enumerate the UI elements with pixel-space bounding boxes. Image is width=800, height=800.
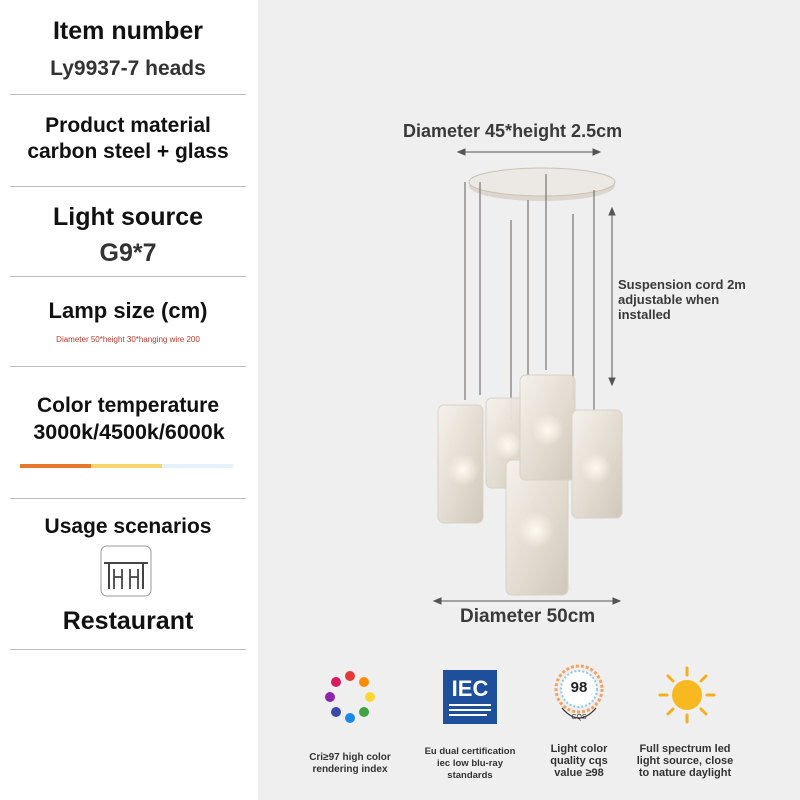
item-number-value: Ly9937-7 heads	[50, 57, 206, 80]
light-source-label: Light source	[52, 203, 203, 231]
lamp-size-label: Lamp size (cm)	[48, 298, 208, 323]
feature-caption	[630, 743, 740, 779]
cord-note	[618, 277, 746, 322]
divider	[10, 498, 246, 499]
lamp-size-value: Diameter 50*height 30*hanging wire 200	[56, 335, 200, 344]
iec-logo-icon	[443, 670, 497, 724]
color-temp-swatch-neutral	[91, 464, 162, 468]
feature-caption-line: value ≥98	[554, 767, 604, 779]
divider	[10, 94, 246, 95]
feature-caption	[295, 752, 405, 776]
material-label: Product material	[45, 114, 211, 137]
divider	[10, 366, 246, 367]
cord-note-line: adjustable when	[618, 292, 720, 307]
feature-caption-line: rendering index	[312, 764, 388, 775]
lamp-dimension-label: Diameter 50cm	[460, 606, 596, 627]
canopy-dimension-label: Diameter 45*height 2.5cm	[403, 121, 623, 141]
usage-label: Usage scenarios	[44, 515, 212, 538]
feature-caption-line: iec low blu-ray	[437, 758, 503, 769]
usage-value: Restaurant	[62, 607, 194, 635]
iec-logo-text: IEC	[451, 676, 489, 701]
color-temp-label: Color temperature	[36, 394, 220, 417]
feature-caption-line: quality cqs	[550, 755, 608, 767]
divider	[10, 186, 246, 187]
color-temp-value: 3000k/4500k/6000k	[33, 420, 225, 444]
divider	[10, 649, 246, 650]
color-temp-swatch-cool	[162, 464, 233, 468]
feature-caption-line: Light color	[550, 743, 608, 755]
divider	[10, 276, 246, 277]
feature-caption	[524, 743, 634, 779]
feature-caption-line: Full spectrum led	[639, 743, 731, 755]
cord-note-line: installed	[618, 307, 671, 322]
light-source-value: G9*7	[99, 239, 157, 267]
cqs-badge-sub: CQS	[571, 714, 587, 721]
color-wheel-icon	[321, 668, 379, 726]
cqs-98-icon	[554, 664, 604, 728]
cord-note-line: Suspension cord 2m	[618, 277, 746, 292]
color-temp-swatch-warm	[20, 464, 91, 468]
material-value: carbon steel + glass	[27, 140, 229, 163]
feature-caption-line: standards	[447, 770, 493, 781]
cqs-badge-value: 98	[570, 679, 588, 696]
product-area	[258, 0, 800, 800]
dining-table-icon	[100, 545, 152, 597]
sun-icon	[658, 666, 716, 724]
feature-caption-line: Eu dual certification	[424, 746, 516, 757]
item-number-label: Item number	[52, 17, 204, 45]
feature-caption	[415, 746, 525, 782]
color-temp-bar	[20, 464, 233, 468]
feature-caption-line: Cri≥97 high color	[309, 752, 391, 763]
feature-caption-line: to nature daylight	[638, 767, 732, 779]
spec-panel	[0, 0, 258, 800]
feature-caption-line: light source, close	[636, 755, 734, 767]
